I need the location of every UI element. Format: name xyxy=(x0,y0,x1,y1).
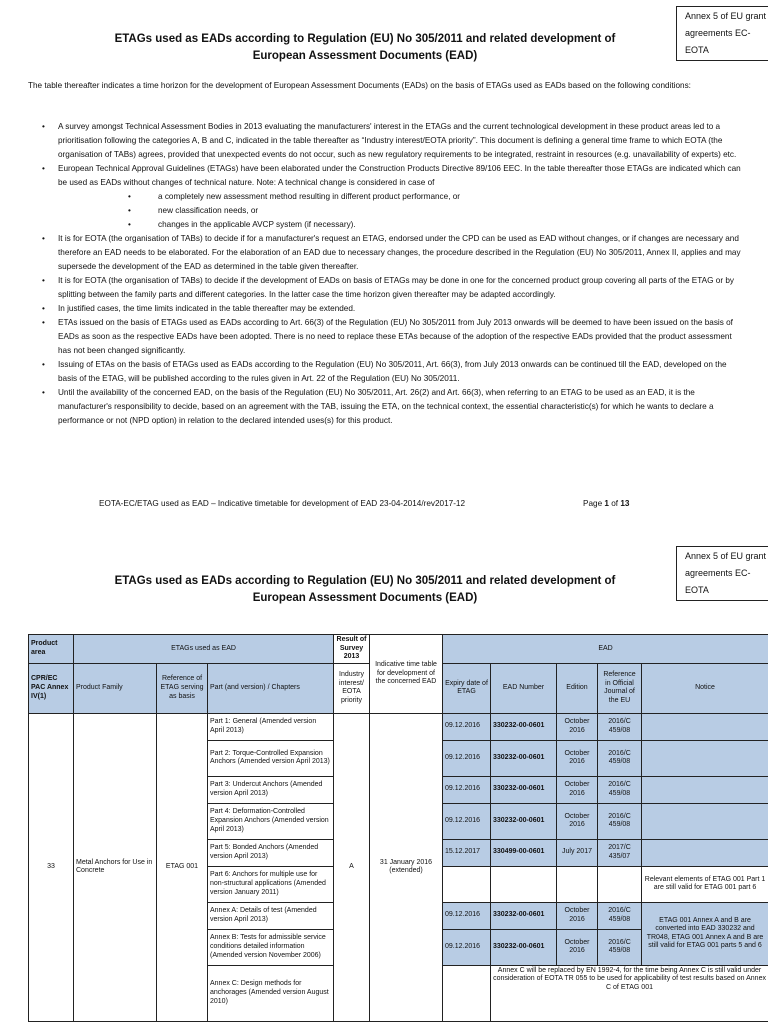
oj-cell: 2016/C 459/08 xyxy=(598,713,642,740)
header-expiry: Expiry date of ETAG xyxy=(443,663,491,713)
edition-cell xyxy=(557,866,598,902)
header-etags: ETAGs used as EAD xyxy=(74,635,334,664)
header-family: Product Family xyxy=(74,663,157,713)
document-title-page-2 xyxy=(0,573,730,607)
edition-cell: October 2016 xyxy=(557,902,598,929)
part-cell: Part 3: Undercut Anchors (Amended version April 2013) xyxy=(208,776,334,803)
document-title xyxy=(0,31,730,65)
edition-cell: July 2017 xyxy=(557,839,598,866)
ead-number-cell: 330232-00-0601 xyxy=(491,902,557,929)
list-item: • It is for EOTA (the organisation of TABs) to decide if for a manufacturer's request an ETAG, endorsed under the CPD can be used as EAD without changes, or if changes are necessary and therefore an EAD needs to be elaborated. For the elaboration of an EAD due to necessary changes, the procedure described in the Regulation (EU) No 305/2011, Annex II, applies and may supersede the development of the EAD as determined in the table given thereafter. xyxy=(28,232,743,274)
list-item: • Issuing of ETAs on the basis of ETAGs used as EADs according to the Regulation (EU) No 305/2011, Art. 66(3), from July 2013 onwards can be continued till the EAD, developed on the basis of the ETAG, will be published according to the rules given in Art. 22 of the Regulation (EU) No 305/2011. xyxy=(28,358,743,386)
edition-cell: October 2016 xyxy=(557,740,598,776)
oj-cell: 2017/C 435/07 xyxy=(598,839,642,866)
expiry-cell: 09.12.2016 xyxy=(443,902,491,929)
etag-ead-table xyxy=(28,634,768,1022)
title-line-1: ETAGs used as EADs according to Regulation (EU) No 305/2011 and related development of xyxy=(114,575,616,587)
list-item: • ETAs issued on the basis of ETAGs used as EADs according to Art. 66(3) of the Regulation (EU) No 305/2011 from July 2013 onwards will be deemed to have been issued on the basis of EADs as soon as the respective EADs have been adopted. There is no need to replace these ETAs because of the adoption of the respective EADs provided that the product assessment has not been changed significantly. xyxy=(28,316,743,358)
annex-note: Annex 5 of EU grant agreements EC-EOTA xyxy=(676,6,768,61)
ead-number-cell: 330499-00-0601 xyxy=(491,839,557,866)
oj-cell: 2016/C 459/08 xyxy=(598,902,642,929)
expiry-cell: 09.12.2016 xyxy=(443,740,491,776)
header-notice: Notice xyxy=(642,663,768,713)
oj-cell: 2016/C 459/08 xyxy=(598,776,642,803)
oj-cell: 2016/C 459/08 xyxy=(598,740,642,776)
product-family-cell: Metal Anchors for Use in Concrete xyxy=(74,713,157,1021)
timetable-cell: 31 January 2016 (extended) xyxy=(370,713,443,1021)
list-item: • A survey amongst Technical Assessment Bodies in 2013 evaluating the manufacturers' interest in the ETAGs and the current technological development in these product areas led to a prioritisation following the categories A, B and C, indicated in the table thereafter as “Industry interest/EOTA priority”. This document is defining a general time frame to which EOTA (the organisation of TABs) agrees, provided that unexpected events do not occur, such as new regulatory requirements to be integrated, restraint in resources (e.g. unavailability of experts) etc. xyxy=(28,120,743,162)
expiry-cell: 09.12.2016 xyxy=(443,776,491,803)
priority-cell: A xyxy=(334,713,370,1021)
part-cell: Part 1: General (Amended version April 2013) xyxy=(208,713,334,740)
header-ead-number: EAD Number xyxy=(491,663,557,713)
list-item-text: European Technical Approval Guidelines (ETAGs) have been elaborated under the Construction Products Directive 89/106 EEC. In the table thereafter those ETAGs are indicated which can be used as EADs without changes of technical nature. Note: A technical change is considered in case of xyxy=(58,164,741,187)
notice-cell xyxy=(642,713,768,740)
notice-cell xyxy=(642,740,768,776)
notice-cell: ETAG 001 Annex A and B are converted into EAD 330232 and TR048, ETAG 001 Annex A and B are still valid for ETAG 001 parts 5 and 6 xyxy=(642,902,768,965)
header-indicative: Indicative time table for development of the concerned EAD xyxy=(370,635,443,714)
oj-cell: 2016/C 459/08 xyxy=(598,803,642,839)
page-footer-reference: EOTA-EC/ETAG used as EAD – Indicative timetable for development of EAD 23-04-2014/rev2017-12 xyxy=(99,499,466,508)
product-area-cell: 33 xyxy=(29,713,74,1021)
list-item: • Until the availability of the concerned EAD, on the basis of the Regulation (EU) No 305/2011, Art. 26(2) and Art. 66(3), when referring to an ETAG to be used as an EAD, it is the manufacturer's responsibility to decide, based on an agreement with the TAB, issuing the ETA, on the technical context, the essential characteristic(s) for which he wants to declare a performance or not (NPD option) in relation to the declared intended uses(s) for this product. xyxy=(28,386,743,428)
header-part: Part (and version) / Chapters xyxy=(208,663,334,713)
oj-cell xyxy=(598,866,642,902)
table-row xyxy=(29,713,768,740)
ead-number-cell: 330232-00-0601 xyxy=(491,740,557,776)
header-reference: Reference of ETAG serving as basis xyxy=(157,663,208,713)
edition-cell: October 2016 xyxy=(557,713,598,740)
expiry-cell xyxy=(443,965,491,1021)
ead-number-cell: 330232-00-0601 xyxy=(491,929,557,965)
header-product-area: Product area xyxy=(29,635,74,664)
expiry-cell: 15.12.2017 xyxy=(443,839,491,866)
part-cell: Part 6: Anchors for multiple use for non-structural applications (Amended version January 2011) xyxy=(208,866,334,902)
ead-number-cell: 330232-00-0601 xyxy=(491,776,557,803)
sub-list-item: • a completely new assessment method resulting in different product performance, or xyxy=(58,190,743,204)
notice-cell xyxy=(642,803,768,839)
reference-cell: ETAG 001 xyxy=(157,713,208,1021)
intro-paragraph: The table thereafter indicates a time horizon for the development of European Assessment Documents (EADs) on the basis of ETAGs used as EADs based on the following conditions: xyxy=(28,81,691,90)
edition-cell: October 2016 xyxy=(557,803,598,839)
ead-number-cell: 330232-00-0601 xyxy=(491,803,557,839)
expiry-cell: 09.12.2016 xyxy=(443,803,491,839)
notice-cell xyxy=(642,776,768,803)
expiry-cell: 09.12.2016 xyxy=(443,713,491,740)
list-item: • It is for EOTA (the organisation of TABs) to decide if the development of EADs on basis of ETAGs may be done in one for the concerned product group covering all parts of the ETAG or by splitting between the family parts and different categories. In the latter case the time horizon given thereafter may be adapted accordingly. xyxy=(28,274,743,302)
notice-cell: Relevant elements of ETAG 001 Part 1 are still valid for ETAG 001 part 6 xyxy=(642,866,768,902)
page-number: Page 1 of 13 xyxy=(583,499,630,508)
part-cell: Annex A: Details of test (Amended version April 2013) xyxy=(208,902,334,929)
title-line-1: ETAGs used as EADs according to Regulation (EU) No 305/2011 and related development of xyxy=(114,33,616,45)
title-line-2: European Assessment Documents (EAD) xyxy=(252,50,478,62)
expiry-cell xyxy=(443,866,491,902)
header-industry: Industry interest/ EOTA priority xyxy=(334,663,370,713)
part-cell: Part 4: Deformation-Controlled Expansion Anchors (Amended version April 2013) xyxy=(208,803,334,839)
annex-c-notice-cell: Annex C will be replaced by EN 1992-4, for the time being Annex C is still valid under consideration of EOTA TR 055 to be used for applicability of test results based on Annex C of ETAG 001 xyxy=(491,965,768,1021)
annex-note-page-2: Annex 5 of EU grant agreements EC-EOTA xyxy=(676,546,768,601)
ead-number-cell xyxy=(491,866,557,902)
header-edition: Edition xyxy=(557,663,598,713)
edition-cell: October 2016 xyxy=(557,929,598,965)
sub-list xyxy=(58,190,743,232)
oj-cell: 2016/C 459/08 xyxy=(598,929,642,965)
edition-cell: October 2016 xyxy=(557,776,598,803)
expiry-cell: 09.12.2016 xyxy=(443,929,491,965)
sub-list-item: • new classification needs, or xyxy=(58,204,743,218)
title-line-2: European Assessment Documents (EAD) xyxy=(252,592,478,604)
notice-cell xyxy=(642,839,768,866)
part-cell: Annex C: Design methods for anchorages (Amended version August 2010) xyxy=(208,965,334,1021)
ead-number-cell: 330232-00-0601 xyxy=(491,713,557,740)
part-cell: Annex B: Tests for admissible service conditions detailed information (Amended version November 2006) xyxy=(208,929,334,965)
list-item: • In justified cases, the time limits indicated in the table thereafter may be extended. xyxy=(28,302,743,316)
conditions-list xyxy=(28,120,743,428)
header-ead: EAD xyxy=(443,635,768,664)
sub-list-item: • changes in the applicable AVCP system (if necessary). xyxy=(58,218,743,232)
part-cell: Part 5: Bonded Anchors (Amended version April 2013) xyxy=(208,839,334,866)
header-oj: Reference in Official Journal of the EU xyxy=(598,663,642,713)
header-result: Result of Survey 2013 xyxy=(334,635,370,664)
header-cpr: CPR/EC PAC Annex IV(1) xyxy=(29,663,74,713)
part-cell: Part 2: Torque-Controlled Expansion Anchors (Amended version April 2013) xyxy=(208,740,334,776)
list-item xyxy=(28,162,743,232)
